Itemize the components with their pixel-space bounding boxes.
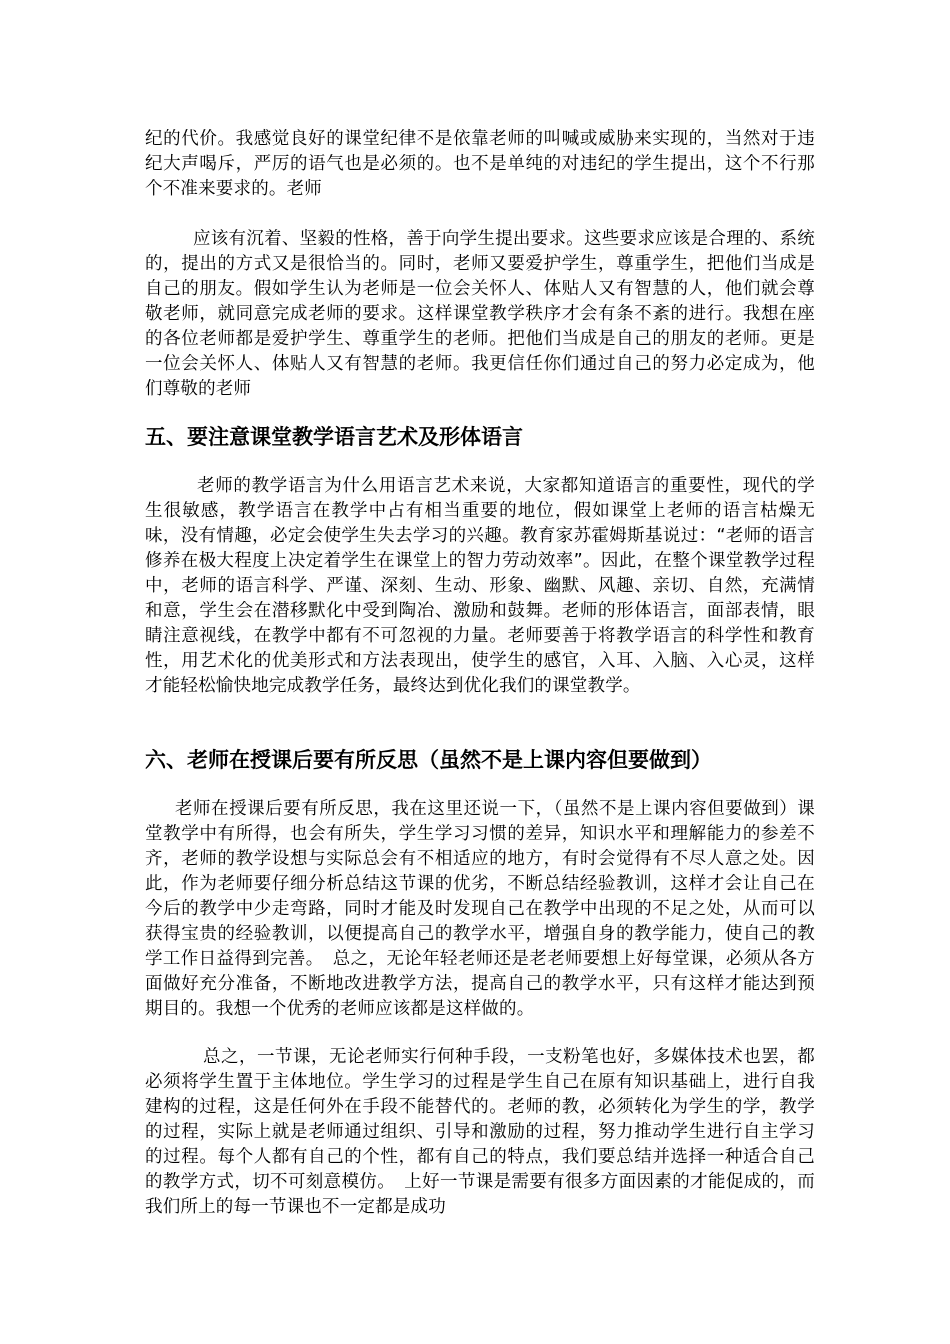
section-heading-5: 五、要注意课堂教学语言艺术及形体语言	[145, 425, 523, 449]
paragraph-teacher-character: 应该有沉着、坚毅的性格，善于向学生提出要求。这些要求应该是合理的、系统的，提出的方式又是很恰当的。同时，老师又要爱护学生，尊重学生，把他们当成是自己的朋友。假如学生认为老师是一位会关怀人、体贴人又有智慧的人，他们就会尊敬老师，就同意完成老师的要求。这样课堂教学秩序才会有条不紊的进行。我想在座的各位老师都是爱护学生、尊重学生的老师。把他们当成是自己的朋友的老师。更是一位会关怀人、体贴人又有智慧的老师。我更信任你们通过自己的努力必定成为，他们尊敬的老师	[145, 229, 815, 399]
paragraph-conclusion: 总之，一节课，无论老师实行何种手段，一支粉笔也好，多媒体技术也罢，都必须将学生置于主体地位。学生学习的过程是学生自己在原有知识基础上，进行自我建构的过程，这是任何外在手段不能替代的。老师的教，必须转化为学生的学，教学的过程，实际上就是老师通过组织、引导和激励的过程，努力推动学生进行自主学习的过程。每个人都有自己的个性，都有自己的特点，我们要总结并选择一种适合自己的教学方式，切不可刻意模仿。 上好一节课是需要有很多方面因素的才能促成的，而我们所上的每一节课也不一定都是成功	[145, 1047, 815, 1217]
paragraph-teaching-language: 老师的教学语言为什么用语言艺术来说，大家都知道语言的重要性，现代的学生很敏感，教学语言在教学中占有相当重要的地位，假如课堂上老师的语言枯燥无味，没有情趣，必定会使学生失去学习的兴趣。教育家苏霍姆斯基说过：“老师的语言修养在极大程度上决定着学生在课堂上的智力劳动效率”。因此，在整个课堂教学过程中，老师的语言科学、严谨、深刻、生动、形象、幽默、风趣、亲切、自然，充满情和意，学生会在潜移默化中受到陶冶、激励和鼓舞。老师的形体语言，面部表情，眼睛注意视线，在教学中都有不可忽视的力量。老师要善于将教学语言的科学性和教育性，用艺术化的优美形式和方法表现出，使学生的感官，入耳、入脑、入心灵，这样才能轻松愉快地完成教学任务，最终达到优化我们的课堂教学。	[145, 476, 815, 696]
paragraph-discipline-end: 纪的代价。我感觉良好的课堂纪律不是依靠老师的叫喊或威胁来实现的，当然对于违纪大声喝斥，严厉的语气也是必须的。也不是单纯的对违纪的学生提出，这个不行那个不准来要求的。老师	[145, 129, 815, 199]
section-heading-6: 六、老师在授课后要有所反思（虽然不是上课内容但要做到）	[145, 748, 712, 772]
paragraph-reflection: 老师在授课后要有所反思，我在这里还说一下，（虽然不是上课内容但要做到）课堂教学中有所得，也会有所失，学生学习习惯的差异，知识水平和理解能力的参差不齐，老师的教学设想与实际总会有不相适应的地方，有时会觉得有不尽人意之处。因此，作为老师要仔细分析总结这节课的优劣，不断总结经验教训，这样才会让自己在今后的教学中少走弯路，同时才能及时发现自己在教学中出现的不足之处，从而可以获得宝贵的经验教训，以便提高自己的教学水平，增强自身的教学能力，使自己的教学工作日益得到完善。 总之，无论年轻老师还是老老师要想上好每堂课，必须从各方面做好充分准备，不断地改进教学方法，提高自己的教学水平，只有这样才能达到预期目的。我想一个优秀的老师应该都是这样做的。	[145, 799, 815, 1019]
